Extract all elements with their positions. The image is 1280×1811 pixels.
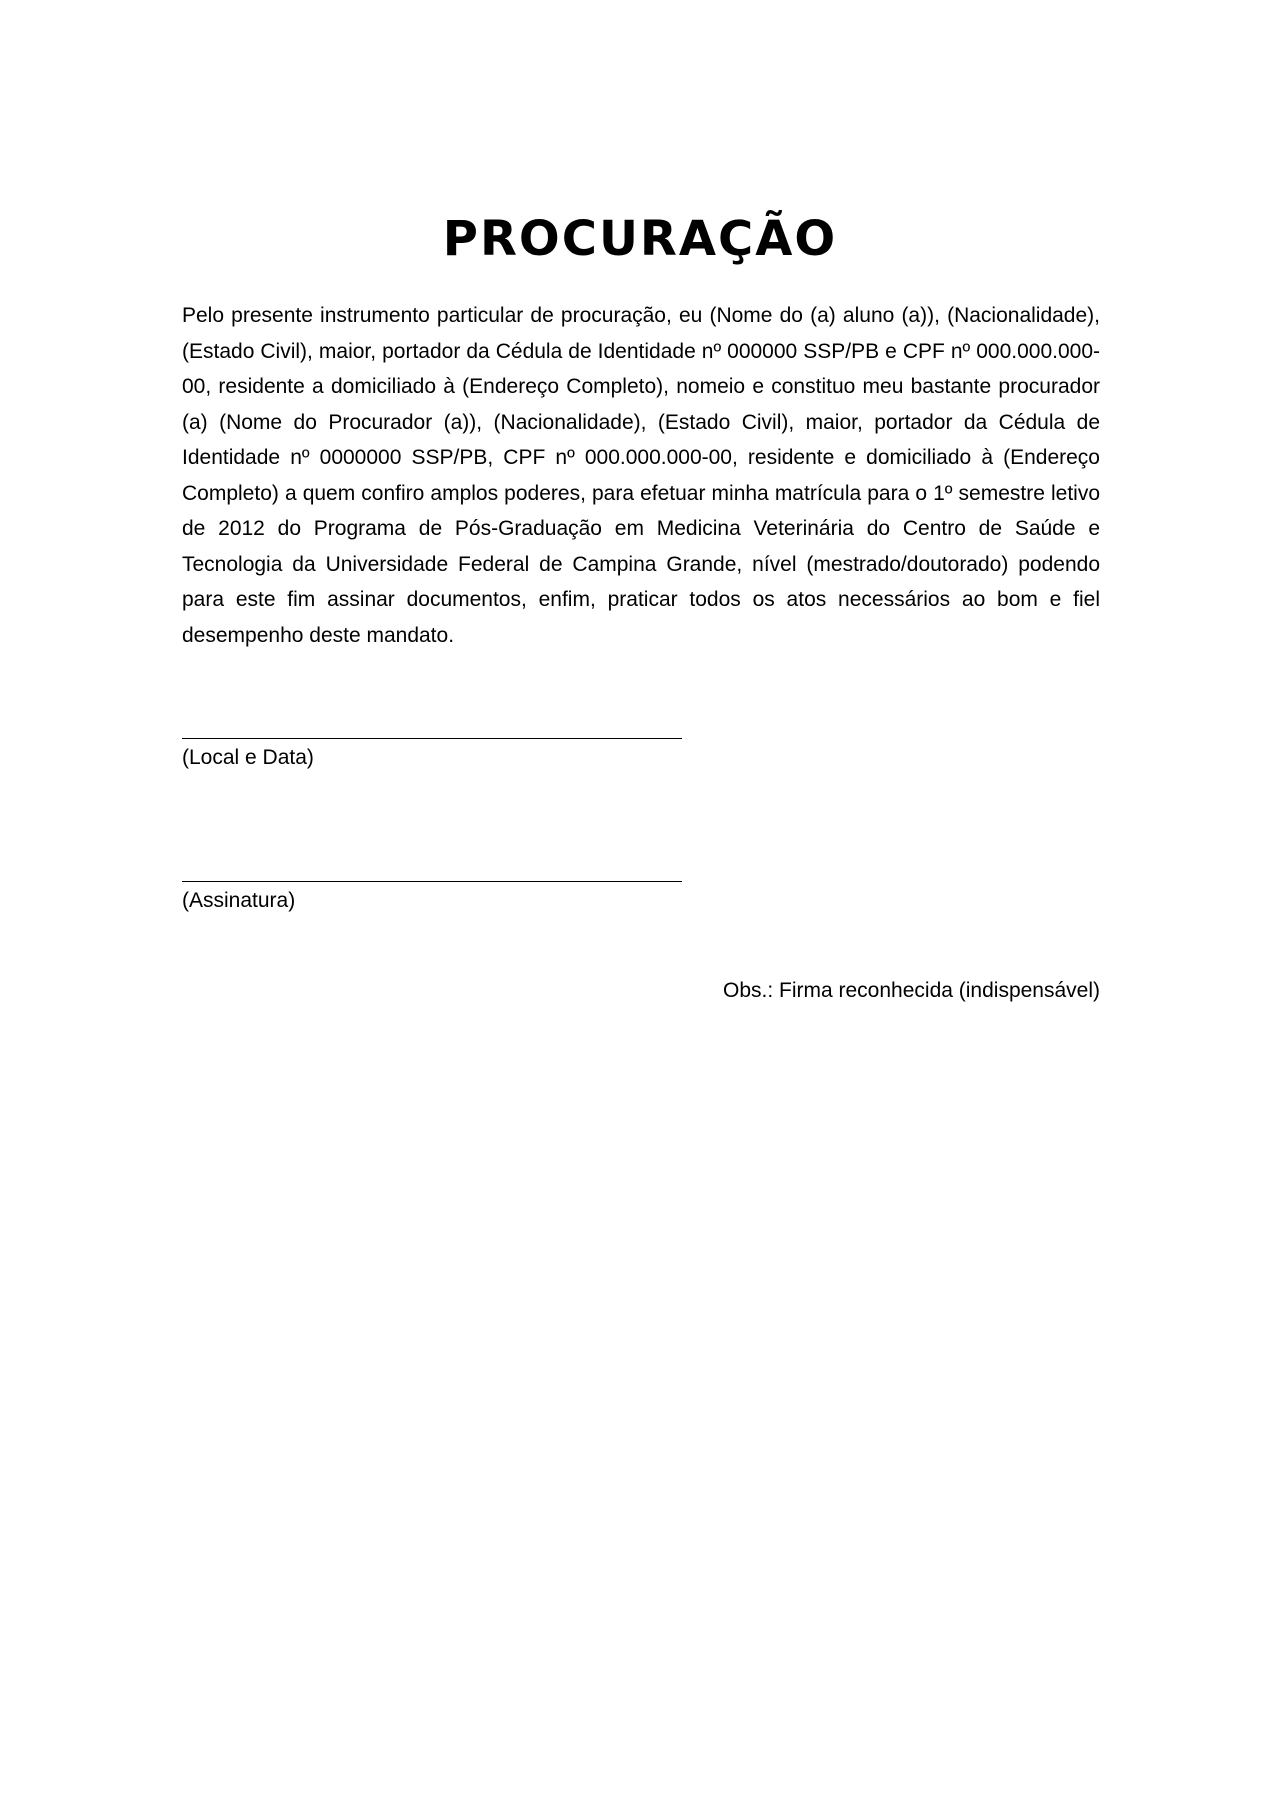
local-data-label: (Local e Data) bbox=[182, 746, 314, 769]
local-data-block bbox=[182, 738, 782, 771]
assinatura-label: (Assinatura) bbox=[182, 889, 296, 912]
assinatura-block bbox=[182, 881, 782, 914]
document-body-paragraph: Pelo presente instrumento particular de procuração, eu (Nome do (a) aluno (a)), (Nacionalidade), (Estado Civil), maior, portador da Cédula de Identidade nº 000000 SSP/PB e CPF nº 000.000.000-00, residente a domiciliado à (Endereço Completo), nomeio e constituo meu bastante procurador (a) (Nome do Procurador (a)), (Nacionalidade), (Estado Civil), maior, portador da Cédula de Identidade nº 0000000 SSP/PB, CPF nº 000.000.000-00, residente e domiciliado à (Endereço Completo) a quem confiro amplos poderes, para efetuar minha matrícula para o 1º semestre letivo de 2012 do Programa de Pós-Graduação em Medicina Veterinária do Centro de Saúde e Tecnologia da Universidade Federal de Campina Grande, nível (mestrado/doutorado) podendo para este fim assinar documentos, enfim, praticar todos os atos necessários ao bom e fiel desempenho deste mandato. bbox=[182, 304, 1100, 647]
assinatura-signature-line bbox=[182, 881, 682, 882]
document-title: PROCURAÇÃO bbox=[442, 211, 838, 267]
obs-note: Obs.: Firma reconhecida (indispensável) bbox=[723, 979, 1100, 1002]
local-data-signature-line bbox=[182, 738, 682, 739]
